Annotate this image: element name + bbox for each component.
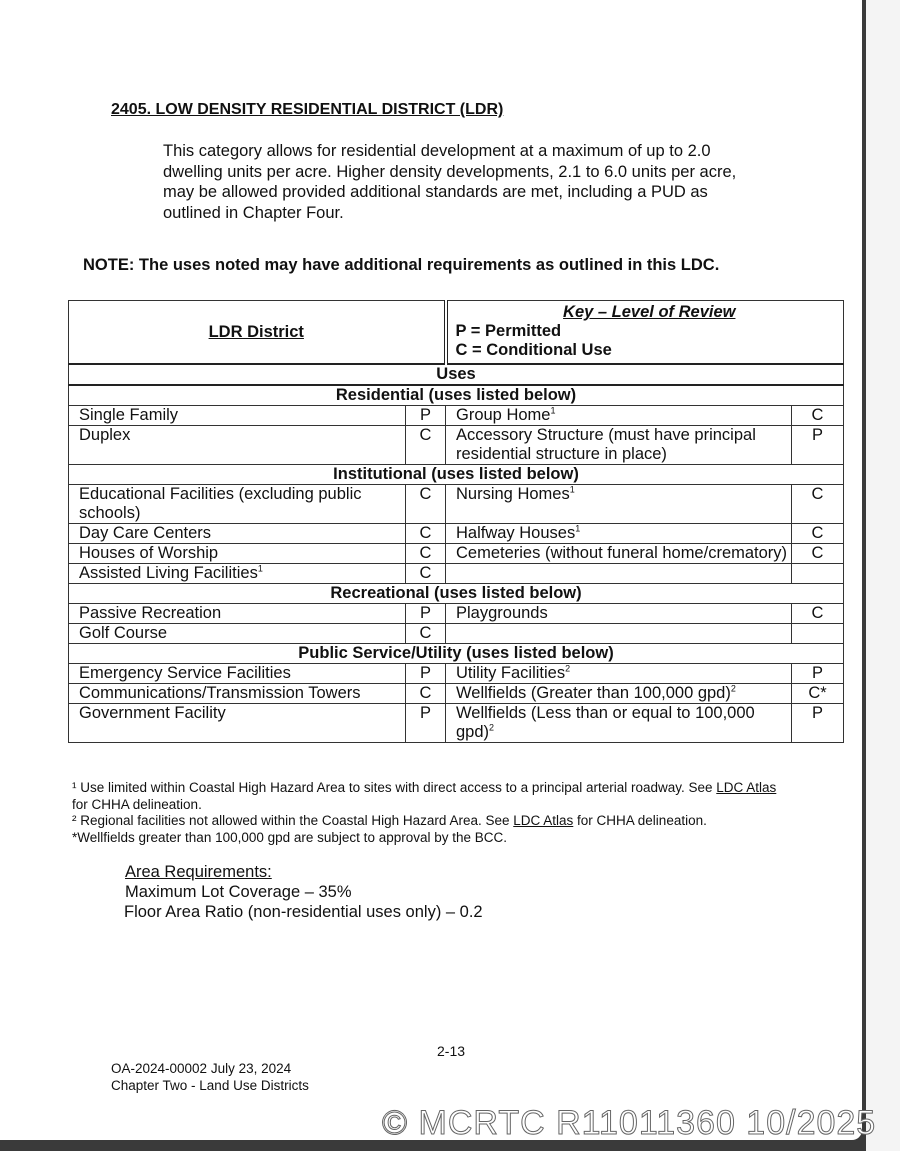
right-review-level: C xyxy=(792,524,844,544)
right-review-level: C xyxy=(792,485,844,524)
section-title: Residential (uses listed below) xyxy=(69,385,844,406)
table-row xyxy=(69,544,844,564)
right-review-level: P xyxy=(792,426,844,465)
table-row xyxy=(69,604,844,624)
floor-area-ratio: Floor Area Ratio (non-residential uses only) – 0.2 xyxy=(124,903,483,921)
table-row xyxy=(69,564,844,584)
left-use-name: Houses of Worship xyxy=(69,544,406,564)
right-use-name xyxy=(446,624,792,644)
footnote-marker: 2 xyxy=(730,683,736,694)
table-row xyxy=(69,684,844,704)
left-review-level: C xyxy=(406,544,446,564)
page-number: 2-13 xyxy=(437,1043,466,1059)
section-title: Public Service/Utility (uses listed below) xyxy=(69,644,844,664)
table-row xyxy=(69,704,844,743)
table-row xyxy=(69,624,844,644)
left-review-level: C xyxy=(406,485,446,524)
left-review-level: C xyxy=(406,524,446,544)
footnote-marker: 2 xyxy=(489,722,495,733)
left-review-level: P xyxy=(406,664,446,684)
uses-label: Uses xyxy=(69,364,844,385)
footnote-marker: 2 xyxy=(565,663,571,674)
note-text: NOTE: The uses noted may have additional requirements as outlined in this LDC. xyxy=(83,256,720,274)
section-header-row xyxy=(69,584,844,604)
right-review-level: C* xyxy=(792,684,844,704)
footnote-2: ² Regional facilities not allowed within the Coastal High Hazard Area. See LDC Atlas for CHHA delineation. xyxy=(72,813,707,828)
intro-line: may be allowed provided additional standards are met, including a PUD as xyxy=(163,183,708,201)
right-use-name: Nursing Homes$^1$ xyxy=(446,485,792,524)
scroll-edge xyxy=(866,0,900,1151)
district-name: LDR District xyxy=(69,301,446,365)
area-title: Area Requirements: xyxy=(125,863,272,881)
right-use-name: Wellfields (Less than or equal to 100,000 gpd)$^2$ xyxy=(446,704,792,743)
right-use-name: Halfway Houses$^1$ xyxy=(446,524,792,544)
ldc-atlas-link[interactable]: LDC Atlas xyxy=(513,813,574,828)
footnote-marker: 1 xyxy=(257,563,263,574)
footnote-marker: 1 xyxy=(550,405,556,416)
left-use-name: Government Facility xyxy=(69,704,406,743)
section-heading: 2405. LOW DENSITY RESIDENTIAL DISTRICT (LDR) xyxy=(111,101,504,118)
right-use-name: Playgrounds xyxy=(446,604,792,624)
left-use-name: Communications/Transmission Towers xyxy=(69,684,406,704)
left-review-level: C xyxy=(406,564,446,584)
section-header-row xyxy=(69,644,844,664)
right-review-level: P xyxy=(792,664,844,684)
left-use-name: Single Family xyxy=(69,406,406,426)
left-review-level: C xyxy=(406,624,446,644)
right-review-level: C xyxy=(792,406,844,426)
left-use-name: Day Care Centers xyxy=(69,524,406,544)
right-review-level: P xyxy=(792,704,844,743)
left-use-name: Emergency Service Facilities xyxy=(69,664,406,684)
table-row xyxy=(69,485,844,524)
left-use-name: Golf Course xyxy=(69,624,406,644)
right-review-level xyxy=(792,564,844,584)
table-body xyxy=(69,385,844,743)
left-use-name: Passive Recreation xyxy=(69,604,406,624)
key-title: Key – Level of Review xyxy=(563,303,736,321)
intro-line: outlined in Chapter Four. xyxy=(163,203,344,222)
table-header-row xyxy=(69,301,844,365)
left-review-level: C xyxy=(406,684,446,704)
right-use-name: Utility Facilities$^2$ xyxy=(446,664,792,684)
left-use-name: Educational Facilities (excluding public schools) xyxy=(69,485,406,524)
footnote-marker: 1 xyxy=(569,484,575,495)
area-requirements xyxy=(125,862,483,922)
ldc-atlas-link[interactable]: LDC Atlas xyxy=(716,780,777,795)
right-review-level: C xyxy=(792,544,844,564)
page-footer xyxy=(111,1061,309,1094)
left-review-level: P xyxy=(406,704,446,743)
review-key xyxy=(446,301,844,365)
left-use-name: Duplex xyxy=(69,426,406,465)
section-title: Recreational (uses listed below) xyxy=(69,584,844,604)
section-title: Institutional (uses listed below) xyxy=(69,465,844,485)
section-header-row xyxy=(69,385,844,406)
right-use-name: Accessory Structure (must have principal residential structure in place) xyxy=(446,426,792,465)
table-row xyxy=(69,664,844,684)
left-review-level: P xyxy=(406,406,446,426)
right-use-name: Cemeteries (without funeral home/crematory) xyxy=(446,544,792,564)
intro-line: This category allows for residential development at a maximum of up to 2.0 xyxy=(163,142,711,160)
footnote-marker: 1 xyxy=(575,523,581,534)
key-permitted: P = Permitted xyxy=(455,322,562,340)
right-use-name: Wellfields (Greater than 100,000 gpd)$^2$ xyxy=(446,684,792,704)
table-row xyxy=(69,406,844,426)
key-conditional: C = Conditional Use xyxy=(455,341,612,359)
uses-table xyxy=(68,300,844,743)
right-use-name: Group Home$^1$ xyxy=(446,406,792,426)
table-row xyxy=(69,426,844,465)
table-row xyxy=(69,524,844,544)
lot-coverage: Maximum Lot Coverage – 35% xyxy=(125,883,352,901)
right-review-level: C xyxy=(792,604,844,624)
footnote-3: *Wellfields greater than 100,000 gpd are subject to approval by the BCC. xyxy=(72,829,508,845)
footnotes xyxy=(72,780,832,846)
left-review-level: P xyxy=(406,604,446,624)
intro-paragraph xyxy=(163,141,803,223)
left-review-level: C xyxy=(406,426,446,465)
left-use-name: Assisted Living Facilities$^1$ xyxy=(69,564,406,584)
footer-line-2: Chapter Two - Land Use Districts xyxy=(111,1077,309,1093)
section-header-row xyxy=(69,465,844,485)
right-review-level xyxy=(792,624,844,644)
copyright-watermark: © MCRTC R11011360 10/2025 xyxy=(382,1104,877,1142)
intro-line: dwelling units per acre. Higher density developments, 2.1 to 6.0 units per acre, xyxy=(163,162,737,181)
uses-row xyxy=(69,364,844,385)
footnote-1: ¹ Use limited within Coastal High Hazard Area to sites with direct access to a principal arterial roadway. See LDC Atlas for CHHA delineation. xyxy=(72,780,777,812)
footer-line-1: OA-2024-00002 July 23, 2024 xyxy=(111,1061,292,1076)
right-use-name xyxy=(446,564,792,584)
